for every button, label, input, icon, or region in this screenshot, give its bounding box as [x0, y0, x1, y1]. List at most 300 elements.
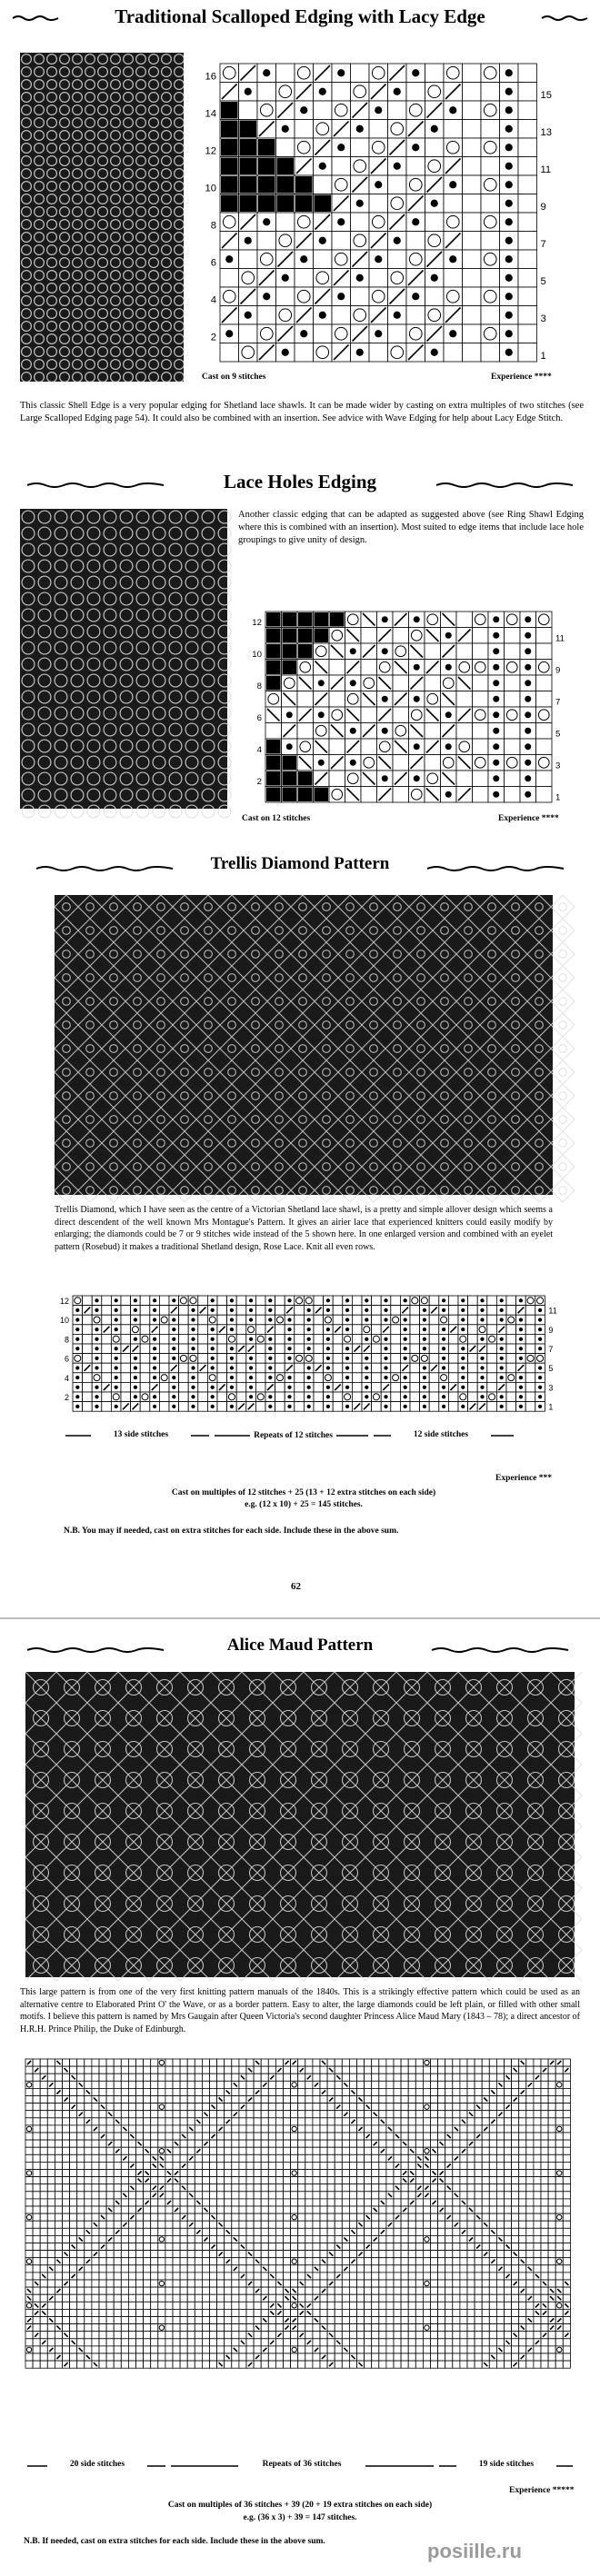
alice-maud-chart-cell — [63, 2294, 70, 2302]
trellis-chart-cell — [333, 1306, 343, 1316]
knit-dot — [505, 349, 513, 356]
row-number-right: 15 — [540, 89, 553, 101]
alice-maud-chart-cell — [349, 2125, 356, 2133]
scalloped-chart-cell — [481, 269, 500, 288]
alice-maud-chart-cell — [415, 2324, 423, 2332]
alice-maud-chart-cell — [99, 2177, 106, 2184]
alice-maud-chart-cell — [128, 2074, 135, 2081]
alice-maud-chart-cell — [534, 2287, 541, 2294]
alice-maud-chart-cell — [482, 2280, 489, 2287]
alice-maud-chart-cell — [180, 2192, 187, 2199]
alice-maud-chart-cell — [151, 2243, 158, 2251]
yarn-over — [190, 1298, 196, 1304]
alice-maud-chart-cell — [423, 2066, 430, 2074]
knit-dot — [95, 1347, 98, 1350]
alice-maud-chart-cell — [202, 2118, 209, 2125]
alice-maud-chart-cell — [47, 2228, 55, 2235]
knit-dot — [134, 1386, 137, 1389]
alice-maud-chart-cell — [40, 2280, 47, 2287]
alice-maud-chart-cell — [445, 2059, 453, 2066]
alice-maud-chart-cell — [92, 2302, 99, 2309]
alice-maud-chart-cell — [526, 2273, 534, 2280]
alice-maud-chart-cell — [261, 2066, 268, 2074]
alice-maud-chart-cell — [92, 2184, 99, 2192]
alice-maud-chart-cell — [555, 2104, 563, 2111]
yarn-over — [538, 661, 549, 672]
alice-maud-chart-cell — [106, 2059, 114, 2066]
alice-maud-chart-cell — [268, 2206, 275, 2213]
alice-maud-chart-cell — [342, 2243, 349, 2251]
scalloped-chart-cell — [257, 83, 276, 102]
alice-maud-chart-cell — [232, 2140, 239, 2147]
alice-maud-chart-cell — [151, 2081, 158, 2088]
yarn-over — [479, 1327, 485, 1333]
alice-maud-chart-cell — [195, 2221, 202, 2228]
yarn-over — [209, 1317, 215, 1323]
alice-maud-chart-cell — [342, 2287, 349, 2294]
alice-maud-chart-cell — [394, 2154, 401, 2162]
alice-maud-chart-cell — [187, 2147, 195, 2154]
yarn-over — [460, 1336, 466, 1342]
alice-maud-chart-cell — [173, 2088, 180, 2095]
alice-maud-chart-cell — [77, 2074, 85, 2081]
trellis-chart-cell — [236, 1392, 246, 1402]
alice-maud-chart-cell — [453, 2287, 460, 2294]
alice-maud-chart-cell — [144, 2317, 151, 2324]
alice-maud-chart-cell — [408, 2251, 415, 2258]
knit-dot — [505, 218, 513, 225]
alice-maud-chart-cell — [158, 2140, 165, 2147]
alice-maud-chart-cell — [261, 2235, 268, 2243]
yarn-over — [292, 2259, 296, 2263]
alice-maud-chart-cell — [55, 2192, 62, 2199]
knit-dot — [268, 1395, 272, 1398]
lace-holes-chart-cell — [505, 643, 521, 660]
trellis-chart-cell — [372, 1354, 382, 1364]
alice-maud-chart-cell — [349, 2074, 356, 2081]
alice-maud-chart-cell — [512, 2199, 519, 2206]
alice-maud-chart-cell — [555, 2162, 563, 2169]
alice-maud-chart-cell — [33, 2125, 40, 2133]
trellis-chart-cell — [352, 1354, 362, 1364]
alice-maud-chart-cell — [431, 2096, 438, 2104]
alice-maud-chart-cell — [496, 2074, 504, 2081]
alice-maud-chart-cell — [92, 2317, 99, 2324]
knit-dot — [319, 163, 326, 170]
alice-maud-chart-cell — [563, 2184, 570, 2192]
alice-maud-chart-cell — [467, 2221, 475, 2228]
knit-dot — [412, 144, 419, 151]
trellis-chart-cell — [448, 1306, 458, 1316]
alice-maud-chart-cell — [534, 2177, 541, 2184]
knit-dot — [505, 88, 513, 95]
alice-maud-chart-cell — [555, 2111, 563, 2118]
alice-maud-chart-cell — [401, 2251, 408, 2258]
alice-maud-chart-cell — [482, 2317, 489, 2324]
alice-maud-chart-cell — [386, 2332, 394, 2339]
alice-maud-chart-cell — [210, 2162, 217, 2169]
alice-maud-chart-cell — [496, 2118, 504, 2125]
trellis-chart-cell — [487, 1296, 497, 1306]
alice-maud-chart-cell — [453, 2213, 460, 2221]
trellis-chart-cell — [140, 1354, 150, 1364]
no-stitch — [266, 740, 281, 754]
alice-maud-chart-cell — [70, 2228, 77, 2235]
alice-maud-chart-cell — [225, 2243, 232, 2251]
alice-maud-chart-cell — [534, 2213, 541, 2221]
alice-maud-chart-cell — [254, 2170, 261, 2177]
alice-maud-chart-cell — [99, 2302, 106, 2309]
alice-maud-chart-cell — [489, 2133, 496, 2140]
alice-maud-chart-cell — [268, 2184, 275, 2192]
alice-maud-chart-cell — [327, 2088, 335, 2095]
trellis-chart-cell — [468, 1363, 478, 1373]
alice-maud-chart-cell — [365, 2332, 372, 2339]
knit-dot — [384, 1338, 387, 1341]
alice-maud-chart-cell — [298, 2265, 305, 2273]
alice-maud-chart-cell — [70, 2147, 77, 2154]
alice-maud-chart-cell — [394, 2258, 401, 2265]
alice-maud-chart-cell — [55, 2081, 62, 2088]
alice-maud-chart-cell — [268, 2066, 275, 2074]
knit-dot — [525, 743, 531, 750]
scalloped-chart-cell — [518, 83, 537, 102]
alice-maud-chart-cell — [114, 2206, 121, 2213]
alice-maud-chart-cell — [453, 2251, 460, 2258]
alice-maud-chart-cell — [379, 2280, 386, 2287]
alice-maud-chart-cell — [335, 2154, 342, 2162]
knit-dot — [461, 1376, 465, 1379]
alice-maud-chart-cell — [445, 2309, 453, 2316]
trellis-chart-cell — [295, 1315, 305, 1325]
alice-maud-chart-cell — [232, 2154, 239, 2162]
row-number-left: 6 — [256, 712, 262, 723]
row-number-left: 2 — [210, 332, 216, 343]
knit-dot — [115, 1318, 118, 1321]
alice-maud-chart-cell — [136, 2125, 144, 2133]
lace-holes-chart-cell — [265, 723, 282, 740]
alice-maud-chart-cell — [313, 2104, 320, 2111]
trellis-chart-cell — [429, 1402, 439, 1412]
alice-maud-chart-cell — [423, 2251, 430, 2258]
alice-maud-chart-cell — [275, 2111, 283, 2118]
knit-dot — [230, 1357, 234, 1360]
alice-maud-chart-cell — [467, 2273, 475, 2280]
alice-maud-chart-cell — [275, 2147, 283, 2154]
trellis-chart-cell — [179, 1392, 189, 1402]
alice-maud-chart-cell — [40, 2317, 47, 2324]
trellis-chart-cell — [198, 1354, 208, 1364]
alice-maud-chart-cell — [305, 2140, 313, 2147]
trellis-chart-cell — [102, 1392, 112, 1402]
alice-maud-chart-cell — [313, 2162, 320, 2169]
scalloped-chart-cell — [518, 64, 537, 83]
alice-maud-chart-cell — [85, 2133, 92, 2140]
no-stitch — [258, 195, 275, 213]
alice-maud-chart-cell — [342, 2184, 349, 2192]
alice-maud-chart-cell — [372, 2147, 379, 2154]
alice-maud-chart-cell — [77, 2309, 85, 2316]
alice-maud-chart-cell — [298, 2081, 305, 2088]
alice-maud-chart-cell — [313, 2088, 320, 2095]
alice-maud-chart-cell — [563, 2081, 570, 2088]
knit-dot — [445, 791, 452, 798]
row-number-left: 6 — [64, 1354, 69, 1364]
trellis-chart-cell — [314, 1325, 324, 1335]
alice-maud-chart-cell — [548, 2088, 555, 2095]
knit-dot — [423, 1328, 426, 1331]
knit-dot — [337, 218, 345, 225]
alice-maud-chart-cell — [505, 2280, 512, 2287]
alice-maud-chart-cell — [114, 2302, 121, 2309]
alice-maud-chart-cell — [232, 2228, 239, 2235]
alice-maud-chart-cell — [275, 2177, 283, 2184]
alice-maud-chart-cell — [268, 2258, 275, 2265]
alice-maud-chart-cell — [210, 2199, 217, 2206]
trellis-chart-cell — [525, 1306, 535, 1316]
alice-maud-chart-cell — [291, 2265, 298, 2273]
knit-dot — [365, 1357, 368, 1360]
trellis-chart-cell — [140, 1344, 150, 1354]
alice-maud-chart-cell — [268, 2096, 275, 2104]
trellis-chart-cell — [121, 1373, 131, 1383]
alice-maud-chart-cell — [268, 2317, 275, 2324]
trellis-chart-cell — [255, 1373, 265, 1383]
alice-maud-chart-cell — [128, 2118, 135, 2125]
alice-maud-chart-cell — [47, 2309, 55, 2316]
scalloped-chart-cell — [463, 232, 482, 251]
alice-maud-chart-cell — [320, 2199, 327, 2206]
alice-maud-chart-cell — [460, 2294, 467, 2302]
alice-maud-chart-cell — [40, 2104, 47, 2111]
alice-maud-chart-cell — [519, 2235, 526, 2243]
alice-maud-chart-cell — [246, 2317, 254, 2324]
alice-maud-chart-cell — [284, 2118, 291, 2125]
alice-maud-chart-cell — [268, 2081, 275, 2088]
alice-maud-chart-cell — [335, 2332, 342, 2339]
alice-maud-chart-cell — [415, 2081, 423, 2088]
knit-dot — [345, 1347, 349, 1350]
knit-dot — [134, 1338, 137, 1341]
knit-dot — [480, 1298, 484, 1302]
alice-maud-chart-cell — [313, 2324, 320, 2332]
alice-maud-chart-cell — [180, 2066, 187, 2074]
alice-maud-chart-cell — [408, 2213, 415, 2221]
alice-maud-chart-cell — [496, 2125, 504, 2133]
alice-maud-chart-cell — [526, 2213, 534, 2221]
trellis-chart-cell — [410, 1306, 420, 1316]
trellis-chart-cell — [140, 1315, 150, 1325]
alice-maud-chart-cell — [327, 2309, 335, 2316]
alice-maud-chart-cell — [534, 2265, 541, 2273]
alice-maud-chart-cell — [217, 2059, 225, 2066]
alice-maud-chart-cell — [106, 2118, 114, 2125]
yarn-over — [484, 104, 496, 116]
trellis-chart-cell — [295, 1392, 305, 1402]
alice-maud-chart-cell — [379, 2125, 386, 2133]
alice-maud-chart-cell — [136, 2317, 144, 2324]
alice-maud-chart-cell — [401, 2118, 408, 2125]
alice-maud-chart-cell — [526, 2088, 534, 2095]
alice-maud-chart-cell — [268, 2228, 275, 2235]
alice-maud-chart-cell — [77, 2162, 85, 2169]
knit-dot — [115, 1328, 118, 1331]
alice-maud-chart-cell — [121, 2096, 128, 2104]
knit-dot — [480, 1318, 484, 1321]
alice-maud-chart-cell — [342, 2088, 349, 2095]
scalloped-chart-cell — [481, 306, 500, 325]
alice-maud-chart-cell — [349, 2066, 356, 2074]
alice-maud-chart-cell — [291, 2280, 298, 2287]
trellis-chart-cell — [506, 1402, 516, 1412]
alice-maud-chart-cell — [475, 2147, 482, 2154]
alice-maud-chart-cell — [415, 2280, 423, 2287]
alice-maud-chart-cell — [151, 2221, 158, 2228]
no-stitch — [266, 788, 281, 802]
alice-maud-chart-cell — [128, 2081, 135, 2088]
alice-maud-chart-cell — [505, 2228, 512, 2235]
knit-dot — [115, 1366, 118, 1369]
alice-maud-chart-cell — [284, 2154, 291, 2162]
alice-maud-chart-cell — [202, 2280, 209, 2287]
alice-maud-chart-cell — [144, 2206, 151, 2213]
alice-maud-chart-cell — [217, 2294, 225, 2302]
alice-maud-chart-cell — [313, 2147, 320, 2154]
alice-maud-chart-cell — [136, 2184, 144, 2192]
alice-maud-chart-cell — [225, 2104, 232, 2111]
knit-dot — [404, 1357, 407, 1360]
alice-maud-chart-cell — [106, 2154, 114, 2162]
alice-maud-chart-cell — [357, 2317, 365, 2324]
trellis-chart-cell — [275, 1402, 285, 1412]
knit-dot — [191, 1308, 195, 1312]
alice-maud-chart-cell — [482, 2206, 489, 2213]
trellis-chart-cell — [448, 1296, 458, 1306]
alice-maud-chart-cell — [40, 2235, 47, 2243]
alice-maud-chart-cell — [423, 2118, 430, 2125]
yarn-over — [228, 1394, 235, 1400]
alice-maud-chart-cell — [99, 2280, 106, 2287]
trellis-diamond-photo — [55, 895, 553, 1195]
alice-maud-chart-cell — [187, 2118, 195, 2125]
alice-maud-chart-cell — [505, 2154, 512, 2162]
alice-maud-chart-cell — [165, 2228, 173, 2235]
scalloped-chart-cell — [351, 213, 370, 232]
alice-maud-chart-cell — [349, 2213, 356, 2221]
knit-dot — [230, 1347, 234, 1350]
alice-maud-chart-cell — [349, 2243, 356, 2251]
alice-maud-chart-cell — [136, 2111, 144, 2118]
lace-holes-chart-cell — [393, 628, 409, 644]
alice-maud-chart-cell — [106, 2332, 114, 2339]
alice-maud-chart-cell — [526, 2206, 534, 2213]
knit-dot — [172, 1318, 175, 1321]
trellis-chart-cell — [83, 1392, 93, 1402]
alice-maud-chart-cell — [291, 2096, 298, 2104]
alice-maud-chart-cell — [55, 2309, 62, 2316]
alice-maud-chart-cell — [246, 2154, 254, 2162]
scalloped-chart-cell — [463, 138, 482, 157]
alice-maud-chart-cell — [438, 2066, 445, 2074]
trellis-chart-cell — [217, 1354, 227, 1364]
scalloped-chart-cell — [332, 83, 351, 102]
scalloped-chart-cell — [257, 306, 276, 325]
trellis-chart-cell — [198, 1402, 208, 1412]
knit-dot — [172, 1405, 175, 1408]
alice-maud-chart-cell — [298, 2184, 305, 2192]
alice-maud-chart-cell — [195, 2235, 202, 2243]
trellis-chart-cell — [83, 1296, 93, 1306]
alice-maud-chart-cell — [232, 2317, 239, 2324]
scalloped-chart-cell — [425, 213, 445, 232]
alice-maud-chart-cell — [121, 2133, 128, 2140]
alice-maud-chart-cell — [85, 2280, 92, 2287]
alice-maud-chart-cell — [33, 2258, 40, 2265]
alice-maud-chart-cell — [460, 2081, 467, 2088]
alice-maud-chart-cell — [357, 2140, 365, 2147]
trellis-chart-cell — [198, 1296, 208, 1306]
knit-dot — [519, 1328, 523, 1331]
alice-maud-chart-cell — [232, 2192, 239, 2199]
alice-maud-chart-cell — [144, 2074, 151, 2081]
knit-dot — [404, 1347, 407, 1350]
alice-maud-chart-cell — [128, 2096, 135, 2104]
yarn-over — [316, 272, 329, 284]
alice-maud-chart-cell — [70, 2162, 77, 2169]
alice-maud-chart-cell — [232, 2273, 239, 2280]
alice-maud-chart-cell — [431, 2066, 438, 2074]
alice-maud-chart-cell — [63, 2243, 70, 2251]
alice-maud-chart-cell — [77, 2332, 85, 2339]
row-number-left: 8 — [256, 681, 262, 691]
alice-maud-chart-cell — [151, 2324, 158, 2332]
alice-maud-chart-cell — [408, 2265, 415, 2273]
alice-maud-chart-cell — [534, 2184, 541, 2192]
lace-holes-chart-cell — [329, 691, 345, 708]
alice-maud-chart-cell — [225, 2273, 232, 2280]
knit-dot — [249, 1318, 253, 1321]
knit-dot — [134, 1376, 137, 1379]
alice-maud-chart-cell — [106, 2221, 114, 2228]
alice-maud-chart-cell — [106, 2287, 114, 2294]
trellis-chart-cell — [525, 1382, 535, 1392]
alice-maud-chart-cell — [496, 2287, 504, 2294]
alice-maud-chart-cell — [195, 2088, 202, 2095]
trellis-chart-cell — [391, 1354, 401, 1364]
alice-maud-chart-cell — [475, 2309, 482, 2316]
alice-maud-chart-cell — [144, 2287, 151, 2294]
alice-maud-chart-cell — [55, 2177, 62, 2184]
scalloped-chart-cell — [276, 138, 295, 157]
alice-maud-chart-cell — [555, 2154, 563, 2162]
alice-maud-chart-cell — [77, 2302, 85, 2309]
knit-dot — [365, 1366, 368, 1369]
trellis-chart-cell — [236, 1373, 246, 1383]
alice-maud-chart-cell — [254, 2221, 261, 2228]
alice-maud-chart-cell — [357, 2235, 365, 2243]
alice-maud-chart-cell — [298, 2177, 305, 2184]
alice-maud-chart-cell — [121, 2170, 128, 2177]
alice-maud-chart-cell — [342, 2066, 349, 2074]
alice-maud-chart-cell — [482, 2324, 489, 2332]
alice-maud-chart-cell — [25, 2066, 33, 2074]
alice-maud-chart-cell — [342, 2140, 349, 2147]
knit-dot — [356, 200, 364, 207]
lace-holes-chart-cell — [473, 628, 489, 644]
lace-holes-chart-cell — [536, 739, 553, 755]
knit-dot — [365, 1338, 368, 1341]
alice-maud-chart-cell — [401, 2235, 408, 2243]
